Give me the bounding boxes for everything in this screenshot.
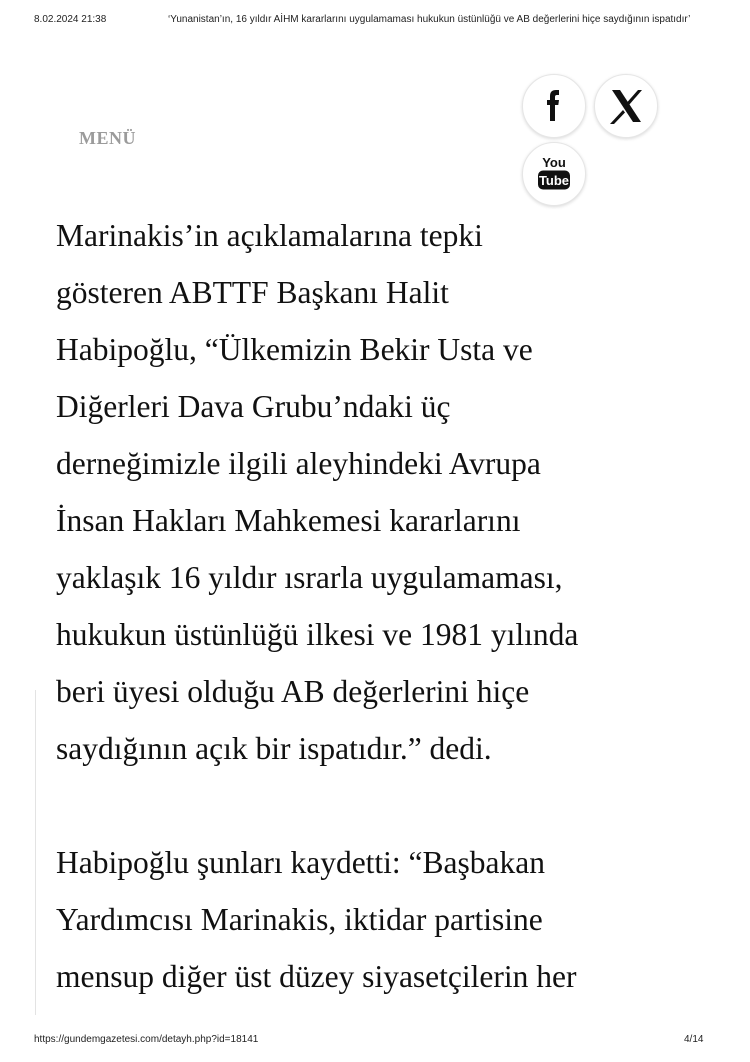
facebook-link[interactable] (522, 74, 586, 138)
print-url: https://gundemgazetesi.com/detayh.php?id=18141 (34, 1034, 259, 1045)
print-header (0, 0, 750, 30)
print-date: 8.02.2024 21:38 (34, 14, 107, 25)
facebook-icon (523, 75, 585, 137)
svg-text:Tube: Tube (538, 173, 570, 188)
x-icon (595, 75, 657, 137)
left-divider (35, 690, 36, 1015)
youtube-link[interactable] (522, 142, 586, 206)
menu-button[interactable]: MENÜ (79, 128, 136, 148)
svg-text:You: You (542, 155, 566, 170)
x-link[interactable] (594, 74, 658, 138)
article-paragraph: Habipoğlu şunları kaydetti: “Başbakan Yardımcısı Marinakis, iktidar partisine mensup diğer üst düzey siyasetçilerin her (56, 845, 577, 994)
article-body (56, 207, 716, 1005)
youtube-icon (523, 143, 585, 205)
print-page-title: ‘Yunanistan’ın, 16 yıldır AİHM kararlarını uygulamaması hukukun üstünlüğü ve AB değerlerini hiçe saydığının ispatıdır’ (168, 14, 691, 25)
article-paragraph: Marinakis’in açıklamalarına tepki gösteren ABTTF Başkanı Halit Habipoğlu, “Ülkemizin Bekir Usta ve Diğerleri Dava Grubu’ndaki üç derneğimizle ilgili aleyhindeki Avrupa İnsan Hakları Mahkemesi kararlarını yaklaşık 16 yıldır ısrarla uygulamaması, hukukun üstünlüğü ilkesi ve 1981 yılında beri üyesi olduğu AB değerlerini hiçe saydığının açık bir ispatıdır.” dedi. (56, 218, 579, 766)
print-footer (0, 1034, 750, 1054)
print-page-number: 4/14 (684, 1034, 704, 1045)
